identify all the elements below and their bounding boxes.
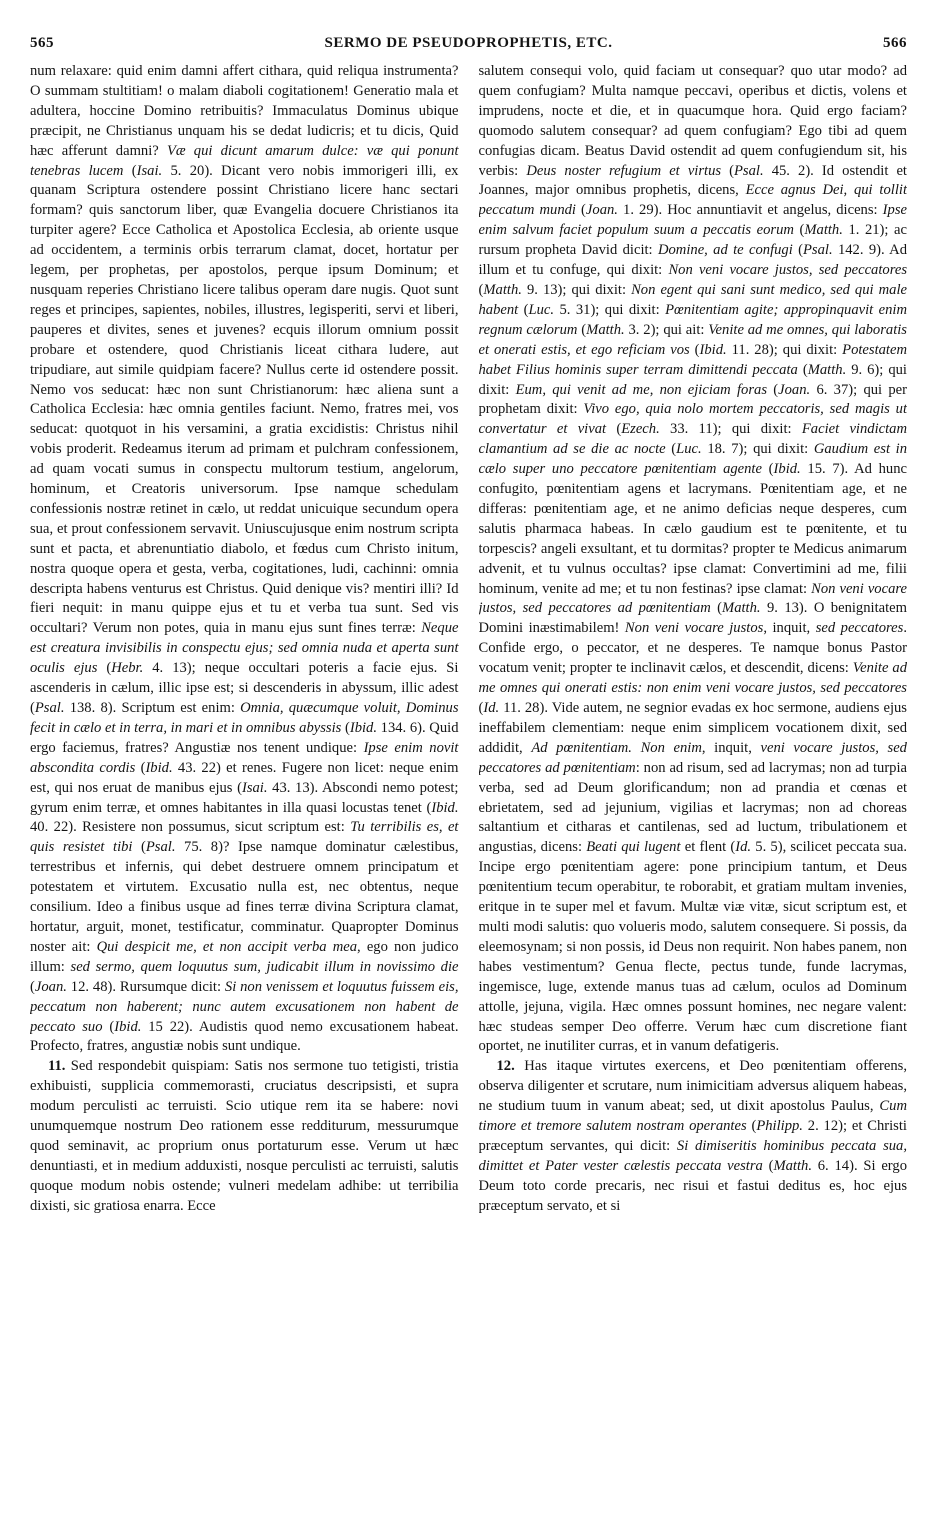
scripture-quote: Vivo ego, quia nolo mortem peccatoris, sed magis ut convertatur et vivat <box>478 401 907 438</box>
body-text: Sed respondebit quispiam: Satis nos sermone tuo tetigisti, tristia exhibuisti, supplicia commemorasti, cruciatus descripsisti, et supra modum perculisti ac terruisti. Scio utique rem ita se habere: novi unumquemque nostrum Deo rationem esse redditurum, messurumque quod seminavit, ac proprium onus portaturum esse. Verum ut hæc denuntiasti, et in medium adduxisti, nosque perculisti ac terruisti, salutis quoque modum nobis ostende; vulneri medelam adhibe: ut terribilia dixisti, sic gratiosa enarra. Ecce <box>30 1058 459 1214</box>
body-text: 18. 7); qui dixit: <box>701 441 814 458</box>
body-text: ( <box>606 421 622 438</box>
body-text: 11. 28); qui dixit: <box>726 341 843 358</box>
body-text: ( <box>710 600 723 617</box>
scripture-quote: Cum timore et tremore salutem nostram operantes <box>478 1098 907 1135</box>
scripture-quote: Ipse enim novit abscondita cordis <box>30 739 459 776</box>
scripture-quote: Ipse enim salvum faciet populum suum a peccatis eorum <box>478 202 907 239</box>
scripture-quote: Non veni vocare justos <box>624 620 764 637</box>
body-text: 12. 48). Rursumque dicit: <box>66 978 225 995</box>
body-text: ( <box>575 202 586 219</box>
scripture-quote: Isai. <box>241 779 268 796</box>
body-text: 3. 2); qui ait: <box>624 321 709 338</box>
scripture-quote: Matth. <box>483 281 522 298</box>
paragraph <box>479 1057 908 1216</box>
scripture-quote: Pœnitentiam agite; appropinquavit enim regnum cælorum <box>478 301 907 338</box>
paragraph <box>30 1057 459 1216</box>
scripture-quote: Luc. <box>528 301 555 318</box>
body-text: 15. 7). Ad hunc confugito, pœnitentiam agens et lacrymans. Pœnitentiam age, et ne differas: pœnitentiam age, et ne animo deficias neque desperes, cum salutis pharmaca habeas. In cælo gaudium est te pœnitente, et tu torpescis? angeli exsultant, et tu dormitas? propter te Medicus animarum advenit, et tu vulnus occultas? ipse clamat: Convertimini ad me, filii hominum, venite ad me; et tu non festinas? ipse clamat: <box>478 461 907 597</box>
body-text: et flent ( <box>680 839 736 856</box>
body-text: ( <box>478 700 484 716</box>
body-text: 9. 6); qui dixit: <box>478 361 907 398</box>
running-header <box>30 30 907 56</box>
scripture-quote: Si dimiseritis hominibus peccata sua, dimittet et Pater vester cælestis peccata vestra <box>478 1137 907 1174</box>
scripture-quote: Id. <box>483 700 500 716</box>
body-text: ( <box>767 381 779 398</box>
scripture-quote: Matth. <box>804 222 843 239</box>
scripture-quote: sed peccatores <box>815 620 904 637</box>
scripture-quote: Ibid. <box>145 759 173 776</box>
body-text: ( <box>797 361 808 378</box>
scripture-quote: Joan. <box>778 381 811 398</box>
scripture-quote: Faciet vindictam clamantium ad se die ac nocte <box>478 421 907 458</box>
body-text: num relaxare: quid enim damni affert cithara, quid reliqua instrumenta? O summam stultitiam! o malam diaboli cogitationem! Generatio mala et adultera, hoccine Domino retribuitis? Immaculatus Dominus ubique præcipit, ne Christianus unquam his se dedat ludicris; et tu dicis, Quid hæc afferunt damni? <box>30 63 459 159</box>
body-text: salutem consequi volo, quid faciam ut consequar? quo utar modo? ad quem confugiam? Multa namque peccavi, operibus et dictis, volens et imprudens, nocte et die, et in quacumque hora. Quid ergo faciam? quomodo salutem consequar? ad quem confugiam? Ego tibi ad quem confugias dicam. Beatus David ostendit ad quem confugiendum sit, his verbis: <box>478 63 907 179</box>
body-text: 11. 28). Vide autem, ne segnior evadas ex hoc sermone, audiens ejus ineffabilem clementiam: neque enim simplicem vocationem dixit, sed addidit, <box>478 700 907 756</box>
page-number-right: 566 <box>883 34 907 51</box>
scripture-quote: Potestatem habet Filius hominis super terram dimittendi peccata <box>478 341 907 378</box>
scripture-quote: Tu terribilis es, et quis resistet tibi <box>30 819 459 856</box>
body-text: Has itaque virtutes exercens, et Deo pœnitentiam offerens, observa diligenter et scrutare, num inimicitiam adversus aliquem habeas, ne studium tuum in vanum abeat; sed, ut dixit apostolus Paulus, <box>478 1058 907 1115</box>
body-text: 6. 14). Si ergo Deum toto corde precaris, nec risui et fastui deditus es, hoc ejus præceptum servato, et si <box>478 1157 907 1214</box>
scripture-quote: Matth. <box>586 321 625 338</box>
scripture-quote: Væ qui dicunt amarum dulce: væ qui ponunt tenebras lucem <box>30 142 459 179</box>
body-text: : non ad risum, sed ad lacrymas; non ad turpia verba, sed ad Deum glorificandum; non ad prandia et cœnas et ebrietatem, sed ad jejunium, vigilias et lacrymas; non ad choreas saltantium et citharas et cantilenas, sed ad luctum, tribulationem et angustias, dicens: <box>478 759 907 856</box>
scripture-quote: Matth. <box>807 361 847 378</box>
body-text: ( <box>135 759 146 776</box>
paragraph <box>479 62 908 1057</box>
scripture-quote: Hebr. <box>111 660 144 677</box>
body-text: 2. 12); et Christi præceptum servantes, qui dicit: <box>478 1118 907 1154</box>
body-text: ( <box>761 461 774 478</box>
scripture-quote: Psal. <box>734 162 764 179</box>
body-text: ( <box>123 162 137 179</box>
body-text: 138. 8). Scriptum est enim: <box>64 700 241 716</box>
scripture-quote: Non egent qui sani sunt medico, sed qui male habent <box>478 281 907 318</box>
scripture-quote: Domine, ad te confugi <box>657 242 793 259</box>
body-text: ( <box>665 441 677 458</box>
body-text: ( <box>762 1157 774 1174</box>
scripture-quote: Non veni vocare justos, sed peccatores ad pœnitentiam <box>478 580 907 617</box>
scripture-quote: Omnia, quæcumque voluit, Dominus fecit in cælo et in terra, in mari et in omnibus abyssis <box>30 700 459 736</box>
scripture-quote: Si non venissem et loquutus fuissem eis, peccatum non haberent; nunc autem excusationem non habent de peccato suo <box>30 978 459 1035</box>
body-text: 33. 11); qui dixit: <box>659 421 802 438</box>
scripture-quote: Philipp. <box>756 1118 803 1135</box>
body-text: . Confide ergo, o peccator, et ne desperes. Te namque bonus Pastor vocatum venit; propter te inclinavit cælos, et descendit, dicens: <box>478 620 907 677</box>
body-text: 9. 13); qui dixit: <box>521 281 632 298</box>
scripture-quote: Ecce agnus Dei, qui tollit peccatum mundi <box>478 182 907 219</box>
section-number: 11. <box>48 1058 66 1075</box>
scripture-quote: Psal. <box>145 839 176 856</box>
scripture-quote: Non veni vocare justos, sed peccatores <box>668 262 907 279</box>
scripture-quote: sed sermo, quem loquutus sum, judicabit illum in novissimo die <box>70 958 459 975</box>
body-text: ( <box>746 1118 757 1135</box>
page-number-left: 565 <box>30 34 54 51</box>
scripture-quote: veni vocare justos, sed peccatores ad pœnitentiam <box>478 739 907 776</box>
scripture-quote: Id. <box>735 839 752 856</box>
paragraph <box>30 62 459 1057</box>
body-text: ( <box>518 301 529 318</box>
section-number: 12. <box>496 1058 515 1075</box>
body-text: 15 22). Audistis quod nemo excusationem habeat. Profecto, fratres, angustiæ nobis sunt undique. <box>30 1018 459 1055</box>
body-text: , inquit, <box>763 620 816 637</box>
scripture-quote: Joan. <box>34 978 67 995</box>
scripture-quote: Ad pœnitentiam. Non enim <box>531 739 702 756</box>
scripture-quote: Ibid. <box>773 461 801 478</box>
scripture-quote: Ibid. <box>699 341 727 358</box>
scripture-quote: Ibid. <box>431 799 459 816</box>
body-text: ( <box>793 222 805 239</box>
left-column <box>30 62 459 1522</box>
body-text: , ego non judico illum: <box>30 938 459 975</box>
body-text: 43. 13). Abscondi nemo potest; gyrum enim terræ, et omnes habitantes in illa quasi locustas tenet ( <box>30 779 459 816</box>
body-text: 5. 5), scilicet peccata sua. Incipe ergo pœnitentiam agere: pone principium tantum, et Deus pœnitentium tecum operabitur, te roborabit, et gratiam multam invenies, eritque in te super mel et favum. Multæ viæ vitæ, sicut scriptum est, et multi modi salutis: quo volueris modo, salutem consequere. Si possis, da eleemosynam; si non possis, id Deus non requirit. Non habes panem, non habes vestimentum? Genua flecte, pectus tunde, funde lacrymas, ingemisce, luge, extende manus tuas ad cælum, oculos ad Dominum attolle, jejuna, vigila. Hæc omnes possunt homines, nec negare valent: hæc studeas semper Deo offerre. Verum hæc cum discretione fiant oportet, ne inutiliter curras, et in vanum defatigeris. <box>478 839 907 1055</box>
body-text: ( <box>721 162 735 179</box>
scripture-quote: Ibid. <box>349 719 378 736</box>
scripture-quote: Luc. <box>676 441 702 458</box>
body-text: 134. 6). Quid ergo faciemus, fratres? Angustiæ nos tenent undique: <box>30 719 459 756</box>
body-text: 1. 29). Hoc annuntiavit et angelus, dicens: <box>617 202 883 219</box>
body-text: 142. 9). Ad illum et tu confuge, qui dixit: <box>478 242 907 279</box>
scripture-quote: Joan. <box>585 202 618 219</box>
scripture-quote: Psal. <box>34 700 65 716</box>
body-text: 4. 13); neque occultari poteris a facie ejus. Si ascenderis in cælum, illic ipse est; si descenderis in abyssum, illic adest ( <box>30 660 459 716</box>
scripture-quote: Gaudium est in cælo super uno peccatore pœnitentiam agente <box>478 441 907 478</box>
body-text: 1. 21); ac rursum propheta David dicit: <box>478 222 907 259</box>
body-text: 6. 37); qui per prophetam dixit: <box>478 381 907 418</box>
scripture-quote: Venite ad me omnes qui onerati estis: non enim veni vocare justos, sed peccatores <box>478 660 907 697</box>
scripture-quote: Eum, qui venit ad me, non ejiciam foras <box>515 381 768 398</box>
body-text: ( <box>792 242 803 259</box>
running-title: SERMO DE PSEUDOPROPHETIS, ETC. <box>324 34 613 51</box>
scripture-quote: Venite ad me omnes, qui laboratis et onerati estis, et ego reficiam vos <box>478 321 907 358</box>
scripture-quote: Ibid. <box>114 1018 142 1035</box>
scripture-quote: Matth. <box>773 1157 812 1174</box>
body-text: 45. 2). Id ostendit et Joannes, major omnibus prophetis, dicens, <box>478 162 907 199</box>
scripture-quote: Neque est creatura invisibilis in conspectu ejus; sed omnia nuda et aperta sunt oculis ejus <box>30 620 459 677</box>
text-columns <box>30 62 907 1522</box>
scripture-quote: Beati qui lugent <box>586 839 681 856</box>
right-column <box>479 62 908 1522</box>
body-text: ( <box>102 1018 115 1035</box>
body-text: 9. 13). O benignitatem Domini inæstimabilem! <box>478 600 907 637</box>
body-text: 5. 20). Dicant vero nobis immorigeri illi, ex quanam Scriptura ostendere possint Christiano licere hanc sectari formam? quis sanctorum liber, quæ Evangelia docuere Christianos ita turpiter agere? Ecce Catholica et Apostolica Ecclesia, ab oriente usque ad occidentem, a terminis orbis terrarum clamat, docet, hortatur per legem, per prophetas, per apostolos, perque ipsum Dominum; et nusquam reperies Christiano licere talibus operam dare nugis. Quot sunt reges et principes, sapientes, nobiles, illustres, legisperiti, servi et liberi, pauperes et divites, senes et juvenes? ecquis illorum omnium possit probare et ostendere, quod Christianis liceat cithara ludere, aut tripudiare, aut simile quidpiam facere? Nullus certe id ostendere possit. Nemo vos seducat: hæc non sunt Christianorum: hæc aliena sunt a Catholica Ecclesia: hæc omnia gentiles faciunt. Nemo, fratres mei, vos seducat: quotquot in his versamini, a gratia excidistis: Christus nihil vobis proderit. Redeamus iterum ad primam et pulchram confessionem, ad quam vocati sumus in conspectu multorum testium, angelorum, hominum, et Creatoris universorum. Ipse namque schedulam confessionis nostræ retinet in cælo, ut reddat unicuique secundum opera sua, et prout confessionem servavit. Uniuscujusque enim nostrum scripta sunt et pacta, et abrenuntiatio diabolo, et fœdus cum Christo initum, nostra quoque opera et gesta, verba, cogitationes, ludi, cachinni: omnia descripta habens venturus est Christus. Quid denique vis? mentiri illi? Id fieri nequit: in manu quippe ejus et tu et verba tua sunt. Sed vis occultari? Verum non potes, quia in manu ejus sunt fines terræ: <box>30 162 459 637</box>
body-text: 5. 31); qui dixit: <box>554 301 666 318</box>
body-text: ( <box>689 341 700 358</box>
body-text: , inquit, <box>701 739 761 756</box>
scripture-quote: Deus noster refugium et virtus <box>526 162 722 179</box>
scripture-quote: Matth. <box>722 600 761 617</box>
scripture-quote: Psal. <box>803 242 833 259</box>
body-text: 40. 22). Resistere non possumus, sicut scriptum est: <box>30 819 351 836</box>
scripture-quote: Ezech. <box>621 421 660 438</box>
scripture-quote: Isai. <box>136 162 163 179</box>
body-text: ( <box>30 978 35 995</box>
body-text: ( <box>341 719 350 736</box>
body-text: 43. 22) et renes. Fugere non licet: neque enim est, qui nos eruat de manibus ejus ( <box>30 759 459 796</box>
body-text: ( <box>132 839 146 856</box>
body-text: ( <box>577 321 587 338</box>
body-text: ( <box>97 660 112 677</box>
body-text: 75. 8)? Ipse namque dominatur cælestibus, terrestribus et infernis, qui debet destruere omnem principatum et potestatem et virtutem. Excusatio nulla est, nec obtentus, neque consilium. Ideo a finibus usque ad fines terræ divina Scriptura clamat, hortatur, arguit, monet, testificatur, comminatur. Quapropter Dominus noster ait: <box>30 839 459 955</box>
body-text: ( <box>478 281 484 298</box>
scripture-quote: Qui despicit me, et non accipit verba mea <box>96 938 358 955</box>
